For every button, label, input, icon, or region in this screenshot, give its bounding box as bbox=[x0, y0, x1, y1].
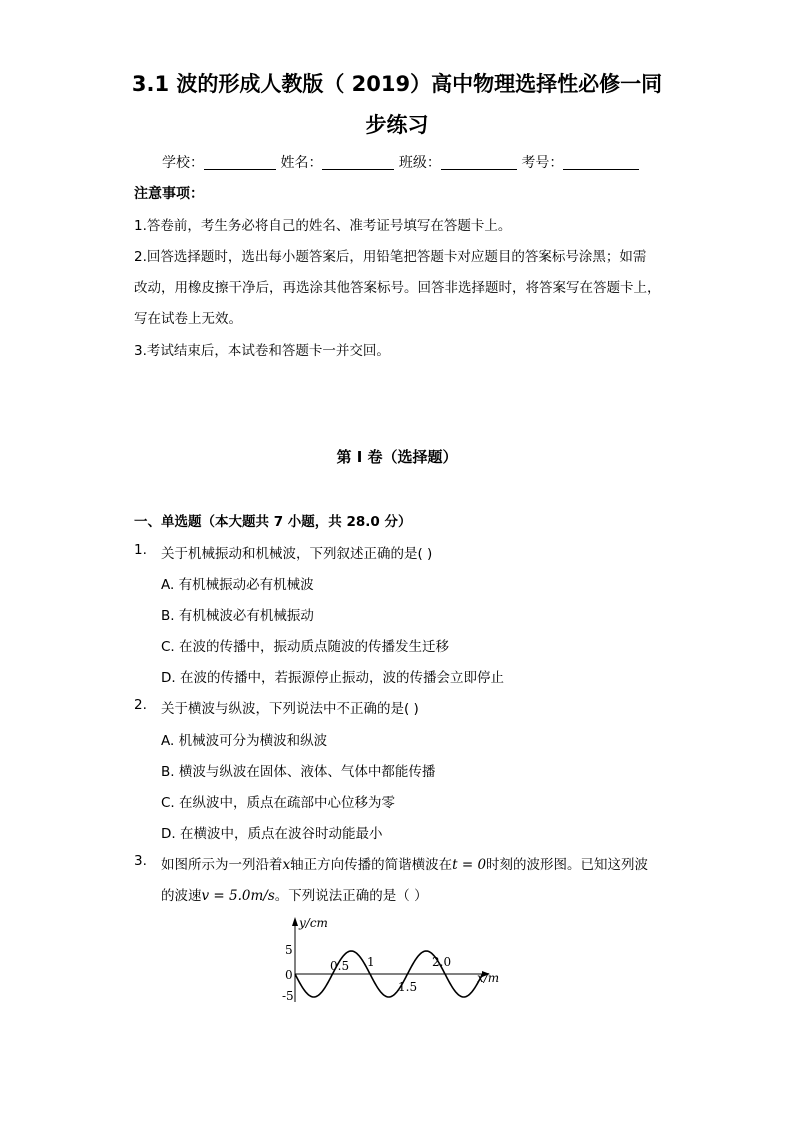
question-stem: 关于机械振动和机械波，下列叙述正确的是( ) bbox=[161, 546, 433, 562]
y-axis-arrow-icon bbox=[292, 917, 298, 926]
answer-option[interactable]: B. 横波与纵波在固体、液体、气体中都能传播 bbox=[161, 764, 436, 780]
notice-item: 2.回答选择题时，选出每小题答案后，用铅笔把答题卡对应题目的答案标号涂黑；如需 bbox=[134, 249, 647, 265]
school-field[interactable] bbox=[204, 155, 276, 170]
school-label: 学校： bbox=[162, 155, 204, 171]
x-axis-label: x/m bbox=[477, 971, 500, 985]
answer-option[interactable]: C. 在波的传播中，振动质点随波的传播发生迁移 bbox=[161, 639, 450, 655]
answer-option[interactable]: A. 机械波可分为横波和纵波 bbox=[161, 733, 328, 749]
x-tick-label: 1.5 bbox=[398, 980, 418, 994]
answer-option[interactable]: C. 在纵波中，质点在疏部中心位移为零 bbox=[161, 795, 396, 811]
math-equation: t = 0 bbox=[452, 857, 487, 873]
answer-option[interactable]: D. 在波的传播中，若振源停止振动，波的传播会立即停止 bbox=[161, 670, 504, 686]
exam-number-field[interactable] bbox=[563, 155, 639, 170]
student-info-row bbox=[162, 152, 639, 172]
question-number: 2. bbox=[134, 697, 147, 713]
name-label: 姓名： bbox=[280, 155, 323, 171]
x-tick-label: 0.5 bbox=[330, 959, 350, 973]
answer-option[interactable]: A. 有机械振动必有机械波 bbox=[161, 577, 314, 593]
answer-option[interactable]: D. 在横波中，质点在波谷时动能最小 bbox=[161, 826, 383, 842]
class-field[interactable] bbox=[441, 155, 517, 170]
question-number: 3. bbox=[134, 853, 147, 869]
exam-number-label: 考号： bbox=[521, 155, 564, 171]
wave-figure bbox=[270, 910, 510, 1010]
stem-text: 轴正方向传播的简谐横波在 bbox=[290, 857, 453, 873]
y-tick-label: 0 bbox=[285, 968, 293, 982]
document-title-line-2: 步练习 bbox=[365, 113, 429, 137]
y-axis-label: y/cm bbox=[299, 916, 328, 930]
name-field[interactable] bbox=[322, 155, 394, 170]
class-label: 班级： bbox=[398, 155, 441, 171]
math-equation: v = 5.0m/s bbox=[201, 888, 275, 904]
section-title: 第 I 卷（选择题） bbox=[336, 448, 458, 466]
part-heading: 一、单选题（本大题共 7 小题，共 28.0 分） bbox=[134, 514, 412, 530]
stem-text: 时刻的波形图。已知这列波 bbox=[486, 857, 649, 873]
math-variable: x bbox=[282, 857, 291, 873]
y-tick-label: -5 bbox=[282, 989, 294, 1003]
y-tick-label: 5 bbox=[285, 943, 293, 957]
answer-option[interactable]: B. 有机械波必有机械振动 bbox=[161, 608, 314, 624]
document-title-line-1: 3.1 波的形成人教版（ 2019）高中物理选择性必修一同 bbox=[131, 72, 663, 96]
x-tick-label: 2.0 bbox=[432, 955, 452, 969]
notice-item: 改动，用橡皮擦干净后，再选涂其他答案标号。回答非选择题时，将答案写在答题卡上， bbox=[134, 280, 661, 296]
notice-item: 3.考试结束后，本试卷和答题卡一并交回。 bbox=[134, 343, 390, 359]
question-stem-line-2 bbox=[161, 884, 428, 904]
stem-text: 的波速 bbox=[161, 888, 202, 904]
question-stem-line-1 bbox=[161, 853, 648, 873]
question-stem: 关于横波与纵波，下列说法中不正确的是( ) bbox=[161, 701, 419, 717]
notice-item: 1.答卷前，考生务必将自己的姓名、准考证号填写在答题卡上。 bbox=[134, 218, 512, 234]
x-tick-label: 1 bbox=[367, 955, 375, 969]
question-number: 1. bbox=[134, 542, 147, 558]
stem-text: 。下列说法正确的是（ ） bbox=[274, 888, 428, 904]
notice-heading: 注意事项： bbox=[134, 186, 204, 202]
stem-text: 如图所示为一列沿着 bbox=[161, 857, 283, 873]
notice-item: 写在试卷上无效。 bbox=[134, 311, 242, 327]
